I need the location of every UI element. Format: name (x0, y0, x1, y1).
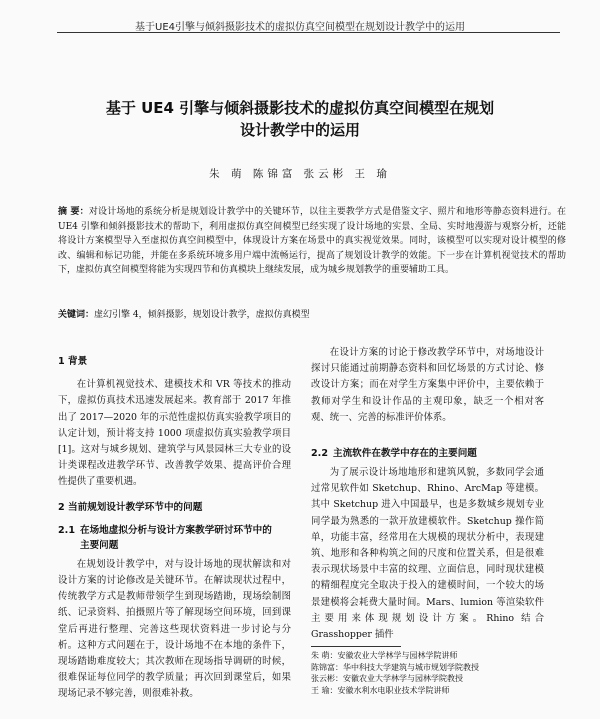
footnote-item: 朱 萌：安徽农业大学林学与园林学院讲师 (311, 651, 458, 660)
subsection-2-1-title-line-2: 主要问题 (80, 539, 119, 551)
footnote-rule (311, 646, 401, 647)
header-rule (57, 32, 560, 33)
title-line-1: 基于 UE4 引擎与倾斜摄影技术的虚拟仿真空间模型在规划 (105, 99, 495, 117)
keywords-label: 关键词： (58, 310, 95, 320)
right-column (311, 345, 544, 643)
abstract-label: 摘 要： (58, 207, 89, 217)
abstract (58, 205, 566, 278)
right-column-paragraph: 在设计方案的讨论于修改教学环节中，对场地设计探讨只能通过前期静态资料和回忆场景的方式讨论、修改设计方案；而在对学生方案集中评价中，主要依赖于教师对学生和设计作品的主观印象，缺乏一个相对客观、统一、完善的标准评价体系。 (311, 347, 544, 423)
running-header: 基于UE4引擎与倾斜摄影技术的虚拟仿真空间模型在规划设计教学中的运用 (135, 22, 465, 33)
keywords (58, 308, 566, 322)
subsection-2-1-number: 2.1 (58, 524, 75, 536)
authors: 朱 萌 陈锦富 张云彬 王 瑜 (209, 168, 391, 180)
section-2-heading: 2 当前规划设计教学环节中的问题 (58, 501, 203, 513)
author-footnotes (311, 650, 561, 696)
subsection-2-1-heading (58, 523, 291, 553)
section-1-heading: 1 背景 (58, 356, 88, 367)
footnote-item: 张云彬：安徽农业大学林学与园林学院教授 (311, 674, 463, 683)
section-1-paragraph: 在计算机视觉技术、建模技术和 VR 等技术的推动下，虚拟仿真技术迅速发展起来。教育部于 2017 年推出了 2017—2020 年的示范性虚拟仿真实验教学项目的认定计划，预计将支持 1000 项虚拟仿真实验教学项目[1]。这对与城乡规划、建筑学与风景园林三大专业的设计类课程改进教学环节、改善教学效果、提高评价合理性提供了重要机遇。 (58, 379, 291, 488)
subsection-2-2-heading (311, 446, 544, 461)
keywords-text: 虚幻引擎 4，倾斜摄影，规划设计教学，虚拟仿真模型 (94, 310, 310, 320)
paper-title (0, 97, 600, 141)
footnote-item: 王 瑜：安徽水利水电职业技术学院讲师 (311, 685, 450, 695)
subsection-2-2-title: 主流软件在教学中存在的主要问题 (333, 448, 477, 460)
title-line-2: 设计教学中的运用 (239, 121, 360, 139)
subsection-2-2-paragraph: 为了展示设计场地地形和建筑风貌，多数同学会通过常见软件如 Sketchup、Rhino、ArcMap 等建模。其中 Sketchup 进入中国最早，也是多数城乡规划专业同学最为熟悉的一款开放建模软件。Sketchup 操作简单，功能丰富，经常用在大规模的现状分析中，表现建筑、地形和各种构筑之间的尺度和位置关系，但是很难表示现状场景中丰富的纹理、立面信息，同时现状建模的精细程度完全取决于投入的建模时间，一个较大的场景建模将会耗费大量时间。Mars、lumion 等渲染软件主要用来体现规划设计方案。Rhino 结合 Grasshopper 插件 (311, 467, 544, 641)
left-column (58, 345, 291, 703)
subsection-2-2-number: 2.2 (311, 448, 328, 460)
footnote-item: 陈锦富：华中科技大学建筑与城市规划学院教授 (311, 662, 479, 672)
subsection-2-1-paragraph: 在规划设计教学中，对与设计场地的现状解读和对设计方案的讨论修改是关键环节。在解读现状过程中，传统教学方式是教师带领学生到现场踏勘，现场绘制图纸、记录资料、拍摄照片等了解现场空间环境，回到课堂后再进行整理、完善这些现状资料进一步讨论与分析。这种方式问题在于，设计场地不在本地的条件下，现场踏勘难度较大；其次教师在现场指导调研的时候，很难保证每位同学的教学质量；再次回到课堂后，如果现场记录不够完善，则很难补救。 (58, 558, 291, 700)
abstract-text: 对设计场地的系统分析是规划设计教学中的关键环节，以往主要教学方式是借鉴文字、照片和地形等静态资料进行。在 UE4 引擎和倾斜摄影技术的帮助下，利用虚拟仿真空间模型已经实现了设计场地的实景、全局、实时地漫游与观察分析，还能将设计方案模型导入至虚拟仿真空间模型中，体现设计方案在场景中的真实视觉效果。同时，该模型可以实现对设计模型的修改、编辑和标记功能，并能在多系统环境多用户端中流畅运行，提高了规划设计教学的效能。下一步在计算机视觉技术的帮助下，虚拟仿真空间模型将能为实现四节和仿真模块上继续发展，成为城乡规划教学的重要辅助工具。 (58, 207, 566, 276)
subsection-2-1-title-line-1: 在场地虚拟分析与设计方案教学研讨环节中的 (80, 524, 272, 536)
